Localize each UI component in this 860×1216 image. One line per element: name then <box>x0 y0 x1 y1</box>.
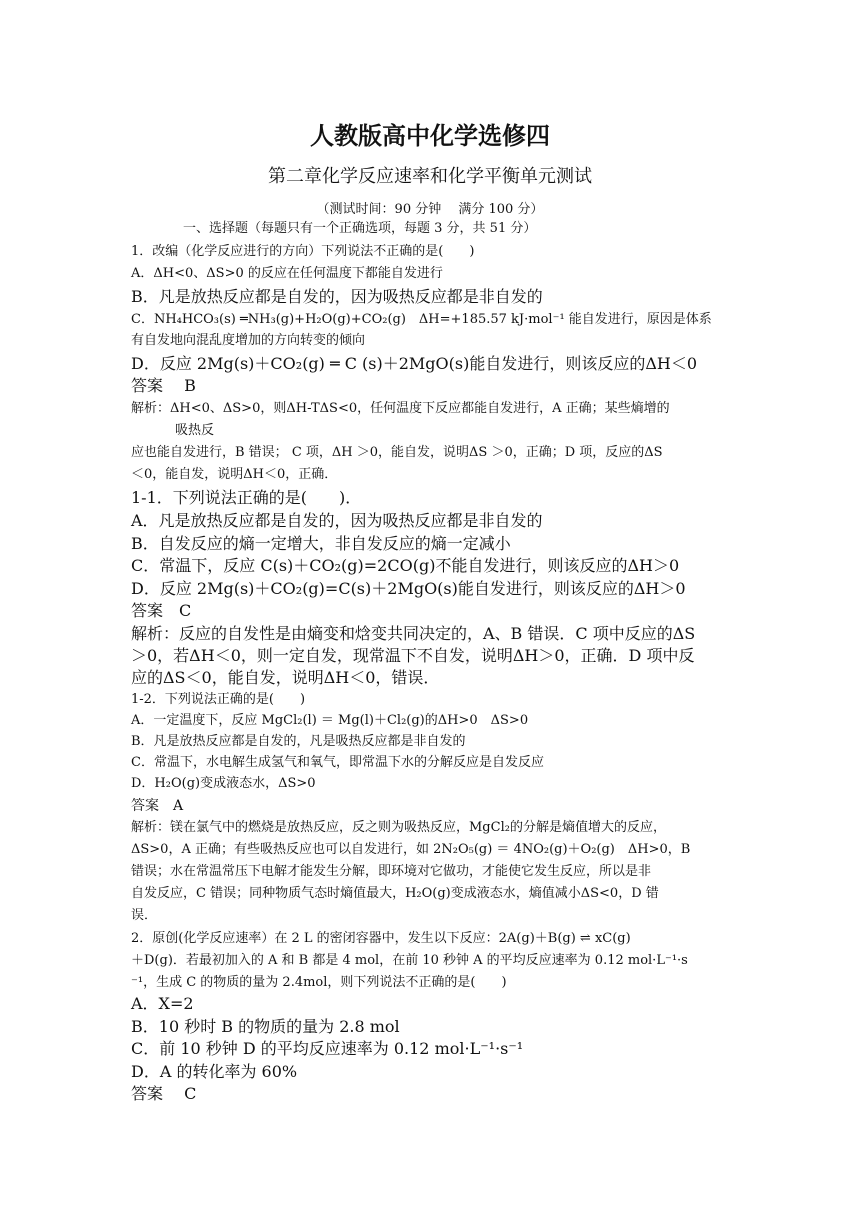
test-info: （测试时间：90 分钟 满分 100 分） <box>316 202 544 217</box>
analysis-1-cont: 应也能自发进行，B 错误； C 项，ΔH ＞0，能自发，说明ΔS ＞0，正确；D 项，反应的ΔS <box>131 445 663 460</box>
question-2: 2．原创(化学反应速率）在 2 L 的密闭容器中，发生以下反应：2A(g)＋B(g) ⇌ xC(g) <box>131 931 631 946</box>
analysis-1-cont: 吸热反 <box>175 423 215 438</box>
question-1-2-option-c: C．常温下，水电解生成氢气和氧气，即常温下水的分解反应是自发反应 <box>131 755 544 770</box>
question-1-option-a: A．ΔH<0、ΔS>0 的反应在任何温度下都能自发进行 <box>131 266 443 281</box>
question-1-option-b: B．凡是放热反应都是自发的，因为吸热反应都是非自发的 <box>131 287 543 306</box>
analysis-1-1-cont: 应的ΔS＜0，能自发，说明ΔH＜0，错误． <box>131 668 440 687</box>
document-subtitle: 第二章化学反应速率和化学平衡单元测试 <box>268 166 592 187</box>
analysis-1-2-cont: 自发反应，C 错误；同种物质气态时熵值最大，H₂O(g)变成液态水，熵值减小ΔS<0，D 错 <box>131 886 659 901</box>
analysis-1-1-cont: ＞0，若ΔH＜0，则一定自发，现常温下不自发，说明ΔH＞0，正确．D 项中反 <box>131 646 695 665</box>
question-1-option-d: D．反应 2Mg(s)＋CO₂(g) ═ C (s)＋2MgO(s)能自发进行，则该反应的ΔH＜0 <box>131 354 698 373</box>
section-heading: 一、选择题（每题只有一个正确选项，每题 3 分，共 51 分） <box>183 221 537 236</box>
question-2-cont: ⁻¹，生成 C 的物质的量为 2.4mol，则下列说法不正确的是( ) <box>131 975 507 990</box>
question-2-option-c: C．前 10 秒钟 D 的平均反应速率为 0.12 mol·L⁻¹·s⁻¹ <box>131 1039 524 1058</box>
question-1: 1．改编（化学反应进行的方向）下列说法不正确的是( ) <box>131 244 475 259</box>
answer-1: 答案 B <box>131 376 196 395</box>
question-1-1-option-a: A．凡是放热反应都是自发的，因为吸热反应都是非自发的 <box>131 511 543 530</box>
question-1-option-c-cont: 有自发地向混乱度增加的方向转变的倾向 <box>131 333 366 348</box>
analysis-1-1: 解析：反应的自发性是由熵变和焓变共同决定的，A、B 错误．C 项中反应的ΔS <box>131 624 696 643</box>
question-1-2-option-d: D．H₂O(g)变成液态水，ΔS>0 <box>131 776 316 791</box>
question-2-option-a: A．X=2 <box>131 994 194 1013</box>
question-2-option-d: D．A 的转化率为 60% <box>131 1062 298 1081</box>
question-1-2-option-b: B．凡是放热反应都是自发的，凡是吸热反应都是非自发的 <box>131 734 466 749</box>
analysis-1-2-cont: 误． <box>131 908 158 923</box>
answer-1-1: 答案 C <box>131 601 192 620</box>
question-1-1-option-c: C．常温下，反应 C(s)＋CO₂(g)=2CO(g)不能自发进行，则该反应的ΔH＞0 <box>131 556 680 575</box>
question-1-1-option-b: B．自发反应的熵一定增大，非自发反应的熵一定减小 <box>131 534 511 553</box>
analysis-1-2: 解析：镁在氯气中的燃烧是放热反应，反之则为吸热反应，MgCl₂的分解是熵值增大的反应， <box>131 820 666 835</box>
question-1-2: 1-2．下列说法正确的是( ) <box>131 692 306 707</box>
question-2-cont: ＋D(g)．若最初加入的 A 和 B 都是 4 mol，在前 10 秒钟 A 的平均反应速率为 0.12 mol·L⁻¹·s <box>131 953 688 968</box>
analysis-1-2-cont: 错误；水在常温常压下电解才能发生分解，即环境对它做功，才能使它发生反应，所以是非 <box>131 864 652 879</box>
analysis-1: 解析：ΔH<0、ΔS>0，则ΔH-TΔS<0，任何温度下反应都能自发进行，A 正确；某些熵增的 <box>131 401 670 416</box>
question-1-1-option-d: D．反应 2Mg(s)＋CO₂(g)=C(s)＋2MgO(s)能自发进行，则该反应的ΔH＞0 <box>131 579 686 598</box>
question-2-option-b: B．10 秒时 B 的物质的量为 2.8 mol <box>131 1017 400 1036</box>
question-1-option-c: C．NH₄HCO₃(s) ═NH₃(g)+H₂O(g)+CO₂(g) ΔH=+185.57 kJ·mol⁻¹ 能自发进行，原因是体系 <box>131 312 712 327</box>
answer-1-2: 答案 A <box>131 798 184 814</box>
analysis-1-2-cont: ΔS>0，A 正确；有些吸热反应也可以自发进行，如 2N₂O₅(g) ＝ 4NO₂(g)＋O₂(g) ΔH>0，B <box>131 842 691 857</box>
analysis-1-cont: ＜0，能自发，说明ΔH＜0，正确． <box>131 467 338 482</box>
question-1-2-option-a: A．一定温度下，反应 MgCl₂(l) ＝ Mg(l)＋Cl₂(g)的ΔH>0 ΔS>0 <box>131 713 529 728</box>
document-title: 人教版高中化学选修四 <box>310 121 550 150</box>
answer-2: 答案 C <box>131 1084 197 1103</box>
question-1-1: 1-1．下列说法正确的是( )． <box>131 488 362 507</box>
